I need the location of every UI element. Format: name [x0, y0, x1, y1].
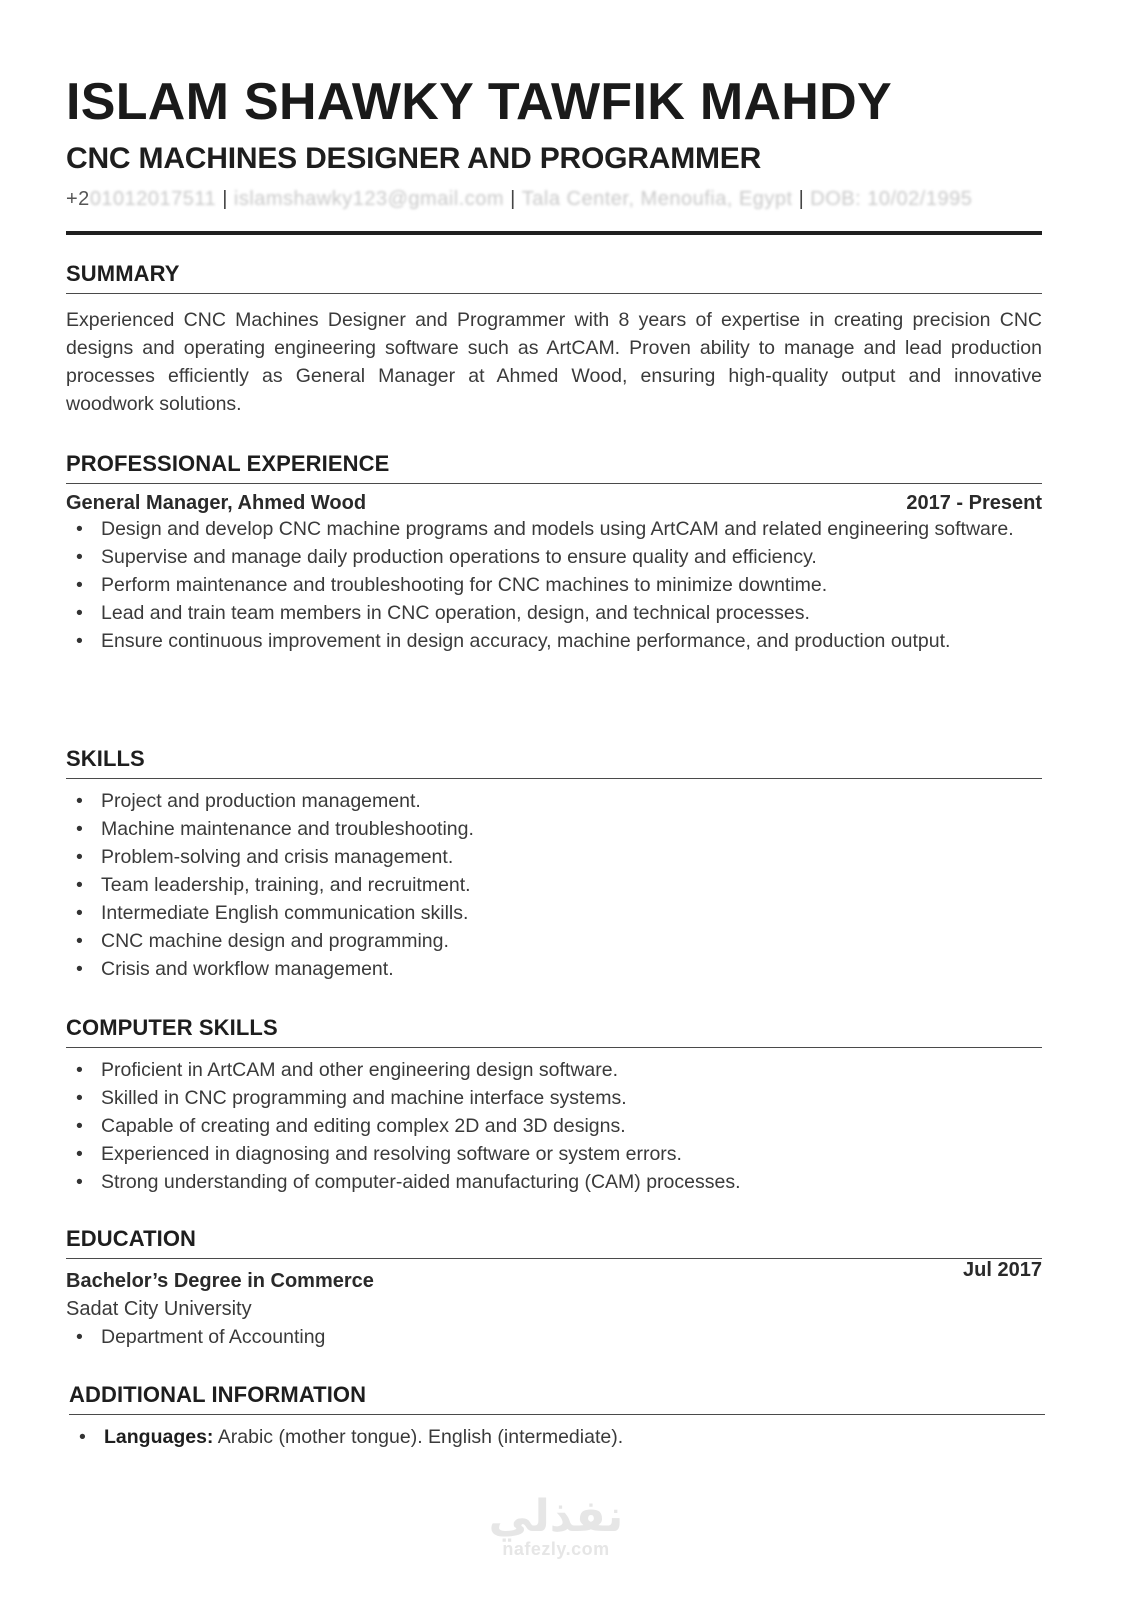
education-degree: Bachelor’s Degree in Commerce [66, 1270, 374, 1292]
education-bullets [66, 1323, 1042, 1351]
contact-email: islamshawky123@gmail.com [233, 188, 505, 210]
job-position: General Manager, Ahmed Wood [66, 492, 367, 514]
contact-dob: DOB: 10/02/1995 [810, 188, 973, 210]
section-heading: EDUCATION [66, 1226, 1042, 1259]
list-item: • Perform maintenance and troubleshooting for CNC machines to minimize downtime. [101, 571, 1042, 599]
experience-section [66, 451, 1042, 655]
education-section [66, 1226, 1042, 1351]
summary-section [66, 261, 1042, 418]
section-heading: PROFESSIONAL EXPERIENCE [66, 451, 1042, 484]
list-item: • Department of Accounting [101, 1323, 1042, 1351]
list-item: • Crisis and workflow management. [101, 955, 1042, 983]
watermark [486, 1491, 626, 1560]
section-heading: SKILLS [66, 746, 1042, 779]
watermark-latin: nafezly.com [502, 1539, 610, 1559]
list-item: • Strong understanding of computer-aided manufacturing (CAM) processes. [101, 1168, 1042, 1196]
list-item: • Intermediate English communication skills. [101, 899, 1042, 927]
watermark-arabic: نفذلي [488, 1491, 624, 1542]
header-divider [66, 231, 1042, 235]
list-item: • Design and develop CNC machine programs and models using ArtCAM and related engineering software. [101, 515, 1042, 543]
list-item: • Problem-solving and crisis management. [101, 843, 1042, 871]
section-heading: COMPUTER SKILLS [66, 1015, 1042, 1048]
list-item: • Project and production management. [101, 787, 1042, 815]
contact-separator: | [222, 188, 228, 210]
list-item: • Proficient in ArtCAM and other engineering design software. [101, 1056, 1042, 1084]
education-school: Sadat City University [66, 1298, 252, 1320]
additional-list [69, 1423, 1045, 1451]
languages-value: Arabic (mother tongue). English (intermediate). [213, 1426, 624, 1448]
skills-list [66, 787, 1042, 983]
contact-line [66, 188, 972, 211]
languages-label: Languages: [104, 1426, 214, 1448]
skills-section [66, 746, 1042, 983]
list-item: • Supervise and manage daily production operations to ensure quality and efficiency. [101, 543, 1042, 571]
list-item: • Skilled in CNC programming and machine interface systems. [101, 1084, 1042, 1112]
list-item: • CNC machine design and programming. [101, 927, 1042, 955]
section-heading: ADDITIONAL INFORMATION [69, 1382, 1045, 1415]
computer-skills-list [66, 1056, 1042, 1196]
additional-section [69, 1382, 1045, 1451]
contact-phone: +201012017511 [66, 188, 217, 210]
job-header [66, 492, 1042, 515]
computer-skills-section [66, 1015, 1042, 1196]
list-item: • Capable of creating and editing complex 2D and 3D designs. [101, 1112, 1042, 1140]
contact-separator: | [798, 188, 805, 210]
list-item [104, 1423, 1045, 1451]
candidate-role: CNC MACHINES DESIGNER AND PROGRAMMER [66, 142, 762, 175]
list-item: • Team leadership, training, and recruitment. [101, 871, 1042, 899]
list-item: • Lead and train team members in CNC operation, design, and technical processes. [101, 599, 1042, 627]
candidate-name: ISLAM SHAWKY TAWFIK MAHDY [66, 73, 892, 131]
job-dates: 2017 - Present [906, 492, 1042, 514]
list-item: • Machine maintenance and troubleshooting. [101, 815, 1042, 843]
summary-text: Experienced CNC Machines Designer and Programmer with 8 years of expertise in creating precision CNC designs and operating engineering software such as ArtCAM. Proven ability to manage and lead production processes efficiently as General Manager at Ahmed Wood, ensuring high-quality output and innovative woodwork solutions. [66, 309, 1042, 415]
job-bullets [66, 515, 1042, 655]
education-date: Jul 2017 [963, 1259, 1042, 1281]
education-header [66, 1259, 1042, 1295]
list-item: • Ensure continuous improvement in design accuracy, machine performance, and production output. [101, 627, 1042, 655]
contact-separator: | [510, 188, 516, 210]
contact-location: Tala Center, Menoufia, Egypt [521, 188, 793, 210]
list-item: • Experienced in diagnosing and resolving software or system errors. [101, 1140, 1042, 1168]
section-heading: SUMMARY [66, 261, 1042, 294]
